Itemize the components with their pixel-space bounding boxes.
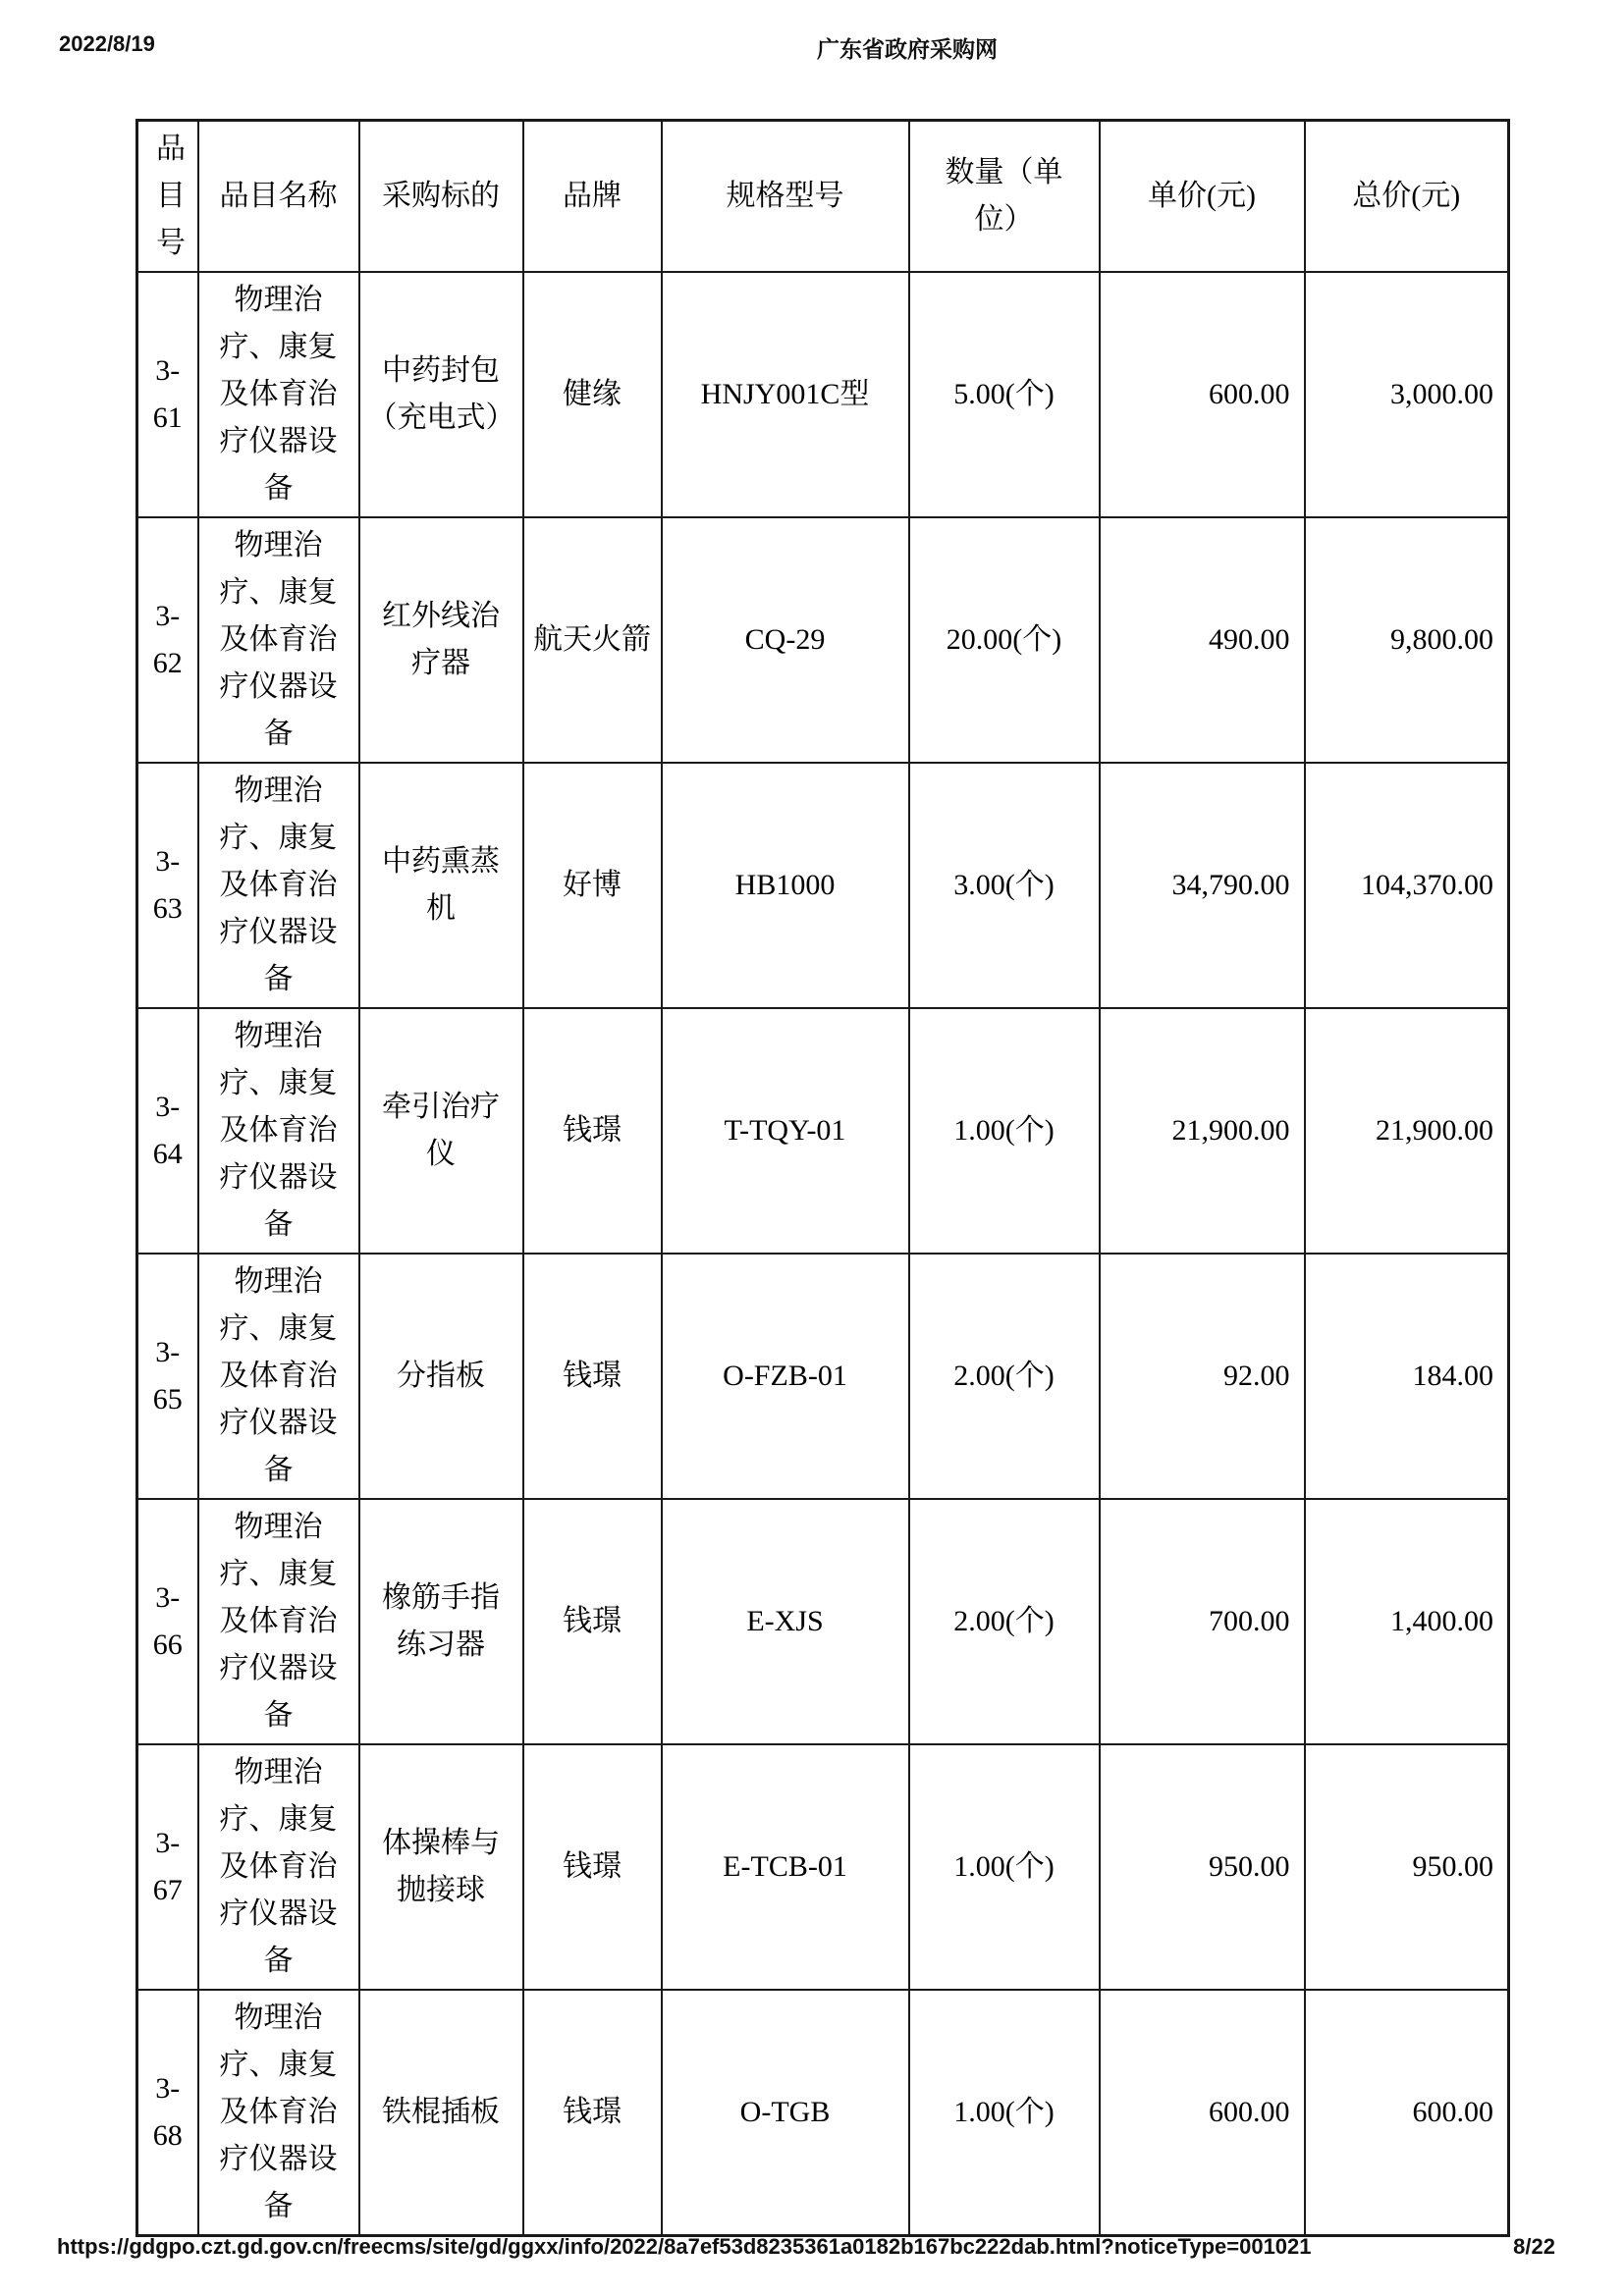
- table-row: [137, 1744, 1509, 1990]
- quantity-cell: 20.00(个): [909, 517, 1100, 763]
- procurement-items-table: [135, 119, 1510, 2237]
- page-number: 8/22: [1513, 2234, 1555, 2259]
- category-cell: 物理治疗、康复及体育治疗仪器设备: [198, 1254, 359, 1499]
- model-cell: O-FZB-01: [662, 1254, 909, 1499]
- category-cell: 物理治疗、康复及体育治疗仪器设备: [198, 1990, 359, 2236]
- item-no-cell: 3-66: [137, 1499, 198, 1744]
- print-date: 2022/8/19: [59, 31, 155, 56]
- brand-cell: 钱璟: [523, 1008, 662, 1254]
- brand-cell: 钱璟: [523, 1254, 662, 1499]
- total-price-cell: 9,800.00: [1305, 517, 1509, 763]
- total-price-cell: 21,900.00: [1305, 1008, 1509, 1254]
- quantity-cell: 2.00(个): [909, 1254, 1100, 1499]
- total-price-cell: 600.00: [1305, 1990, 1509, 2236]
- brand-cell: 航天火箭: [523, 517, 662, 763]
- category-cell: 物理治疗、康复及体育治疗仪器设备: [198, 1744, 359, 1990]
- target-cell: 牵引治疗仪: [359, 1008, 523, 1254]
- table-row: [137, 763, 1509, 1008]
- header-item-name: 品目名称: [198, 121, 359, 273]
- target-cell: 中药封包（充电式）: [359, 272, 523, 517]
- item-no-cell: 3-63: [137, 763, 198, 1008]
- brand-cell: 钱璟: [523, 1499, 662, 1744]
- brand-cell: 好博: [523, 763, 662, 1008]
- table-row: [137, 1008, 1509, 1254]
- header-quantity: 数量（单位）: [909, 121, 1100, 273]
- category-cell: 物理治疗、康复及体育治疗仪器设备: [198, 272, 359, 517]
- header-item-no: 品目号: [137, 121, 198, 273]
- header-total-price: 总价(元): [1305, 121, 1509, 273]
- model-cell: T-TQY-01: [662, 1008, 909, 1254]
- table-row: [137, 1990, 1509, 2236]
- item-no-cell: 3-65: [137, 1254, 198, 1499]
- header-model: 规格型号: [662, 121, 909, 273]
- item-no-cell: 3-61: [137, 272, 198, 517]
- total-price-cell: 184.00: [1305, 1254, 1509, 1499]
- total-price-cell: 104,370.00: [1305, 763, 1509, 1008]
- quantity-cell: 2.00(个): [909, 1499, 1100, 1744]
- item-no-cell: 3-62: [137, 517, 198, 763]
- brand-cell: 钱璟: [523, 1744, 662, 1990]
- target-cell: 铁棍插板: [359, 1990, 523, 2236]
- total-price-cell: 950.00: [1305, 1744, 1509, 1990]
- unit-price-cell: 600.00: [1100, 1990, 1305, 2236]
- quantity-cell: 1.00(个): [909, 1744, 1100, 1990]
- quantity-cell: 5.00(个): [909, 272, 1100, 517]
- page-url: https://gdgpo.czt.gd.gov.cn/freecms/site/gd/ggxx/info/2022/8a7ef53d8235361a0182b167bc222dab.html?noticeType=001021: [57, 2234, 1312, 2259]
- unit-price-cell: 700.00: [1100, 1499, 1305, 1744]
- table-row: [137, 1254, 1509, 1499]
- total-price-cell: 1,400.00: [1305, 1499, 1509, 1744]
- target-cell: 分指板: [359, 1254, 523, 1499]
- model-cell: HNJY001C型: [662, 272, 909, 517]
- item-no-cell: 3-68: [137, 1990, 198, 2236]
- target-cell: 橡筋手指练习器: [359, 1499, 523, 1744]
- category-cell: 物理治疗、康复及体育治疗仪器设备: [198, 517, 359, 763]
- table-header-row: [137, 121, 1509, 273]
- quantity-cell: 1.00(个): [909, 1990, 1100, 2236]
- header-unit-price: 单价(元): [1100, 121, 1305, 273]
- target-cell: 红外线治疗器: [359, 517, 523, 763]
- unit-price-cell: 950.00: [1100, 1744, 1305, 1990]
- site-title: 广东省政府采购网: [817, 36, 998, 62]
- unit-price-cell: 490.00: [1100, 517, 1305, 763]
- header-brand: 品牌: [523, 121, 662, 273]
- model-cell: CQ-29: [662, 517, 909, 763]
- total-price-cell: 3,000.00: [1305, 272, 1509, 517]
- table-row: [137, 272, 1509, 517]
- target-cell: 中药熏蒸机: [359, 763, 523, 1008]
- category-cell: 物理治疗、康复及体育治疗仪器设备: [198, 1008, 359, 1254]
- unit-price-cell: 600.00: [1100, 272, 1305, 517]
- model-cell: E-XJS: [662, 1499, 909, 1744]
- target-cell: 体操棒与抛接球: [359, 1744, 523, 1990]
- quantity-cell: 1.00(个): [909, 1008, 1100, 1254]
- unit-price-cell: 34,790.00: [1100, 763, 1305, 1008]
- quantity-cell: 3.00(个): [909, 763, 1100, 1008]
- brand-cell: 健缘: [523, 272, 662, 517]
- unit-price-cell: 92.00: [1100, 1254, 1305, 1499]
- table-row: [137, 517, 1509, 763]
- category-cell: 物理治疗、康复及体育治疗仪器设备: [198, 1499, 359, 1744]
- table-row: [137, 1499, 1509, 1744]
- model-cell: HB1000: [662, 763, 909, 1008]
- item-no-cell: 3-64: [137, 1008, 198, 1254]
- item-no-cell: 3-67: [137, 1744, 198, 1990]
- model-cell: O-TGB: [662, 1990, 909, 2236]
- header-procurement-target: 采购标的: [359, 121, 523, 273]
- category-cell: 物理治疗、康复及体育治疗仪器设备: [198, 763, 359, 1008]
- brand-cell: 钱璟: [523, 1990, 662, 2236]
- model-cell: E-TCB-01: [662, 1744, 909, 1990]
- unit-price-cell: 21,900.00: [1100, 1008, 1305, 1254]
